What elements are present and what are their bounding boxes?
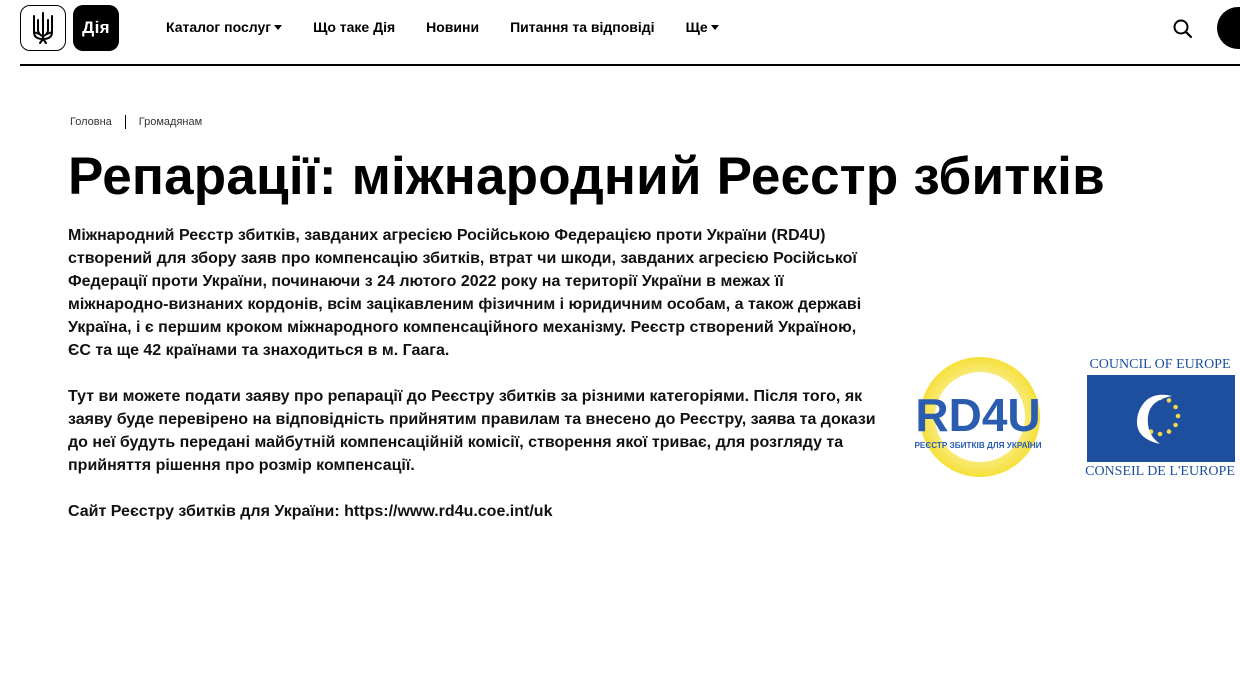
breadcrumb-link-citizens[interactable]: Громадянам xyxy=(138,116,203,128)
nav-item-label: Питання та відповіді xyxy=(510,19,655,35)
search-button[interactable] xyxy=(1172,18,1194,40)
page-title: Репарації: міжнародний Реєстр збитків xyxy=(68,147,1105,206)
chevron-down-icon xyxy=(274,25,282,30)
council-of-europe-logo xyxy=(1084,354,1240,480)
page-content xyxy=(68,224,878,546)
login-button[interactable] xyxy=(1217,7,1240,49)
rd4u-logo-text: RD4U xyxy=(915,389,1041,441)
nav-item-catalog[interactable] xyxy=(166,19,282,35)
nav-item-label: Ще xyxy=(685,19,708,35)
nav-item-news[interactable] xyxy=(426,19,479,35)
breadcrumb xyxy=(70,115,202,129)
search-icon xyxy=(1172,18,1194,40)
breadcrumb-separator xyxy=(125,115,126,129)
trident-icon xyxy=(31,12,55,44)
header-divider xyxy=(20,64,1240,66)
breadcrumb-link-home[interactable]: Головна xyxy=(70,116,112,128)
diia-logo-text: Дія xyxy=(82,18,110,37)
coe-logo-bottom-text: CONSEIL DE L'EUROPE xyxy=(1085,464,1235,479)
intro-paragraph: Міжнародний Реєстр збитків, завданих агресією Російською Федерацією проти України (RD4U) створений для збору заяв про компенсацію збитків, втрат чи шкоди, завданих агресією Російської Федерації проти України, починаючи з 24 лютого 2022 року на території України в межах її міжнародно-визнаних кордонів, всім зацікавленим фізичним і юридичним особам, а також державі Україна, і є першим кроком міжнародного компенсаційного механізму. Реєстр створений Україною, ЄС та ще 42 країнами та знаходиться в м. Гаага. xyxy=(68,227,862,359)
coe-logo-top-text: COUNCIL OF EUROPE xyxy=(1089,357,1231,372)
rd4u-logo xyxy=(898,354,1062,480)
nav-item-label: Каталог послуг xyxy=(166,19,272,35)
nav-item-label: Новини xyxy=(426,19,480,35)
nav-item-faq[interactable] xyxy=(510,19,654,35)
nav-item-what-is-diia[interactable] xyxy=(313,19,395,35)
application-paragraph: Тут ви можете подати заяву про репарації до Реєстру збитків за різними категоріями. Після того, як заяву буде перевірено на відповідність прийнятим правилам та внесено до Реєстру, заява та докази до неї будуть передані майбутній компенсаційній комісії, створення якої триває, для розгляду та прийняття рішення про розмір компенсації. xyxy=(68,388,876,474)
diia-logo-button[interactable] xyxy=(73,5,119,51)
rd4u-logo-subtitle: РЕЄСТР ЗБИТКІВ ДЛЯ УКРАЇНИ xyxy=(914,441,1042,450)
nav-item-label: Що таке Дія xyxy=(313,19,396,35)
main-nav xyxy=(166,19,719,35)
trident-logo-button[interactable] xyxy=(20,5,66,51)
nav-item-more[interactable] xyxy=(686,19,719,35)
site-header xyxy=(0,0,1240,66)
registry-site-paragraph: Сайт Реєстру збитків для України: https://www.rd4u.coe.int/uk xyxy=(68,503,553,520)
chevron-down-icon xyxy=(711,25,719,30)
